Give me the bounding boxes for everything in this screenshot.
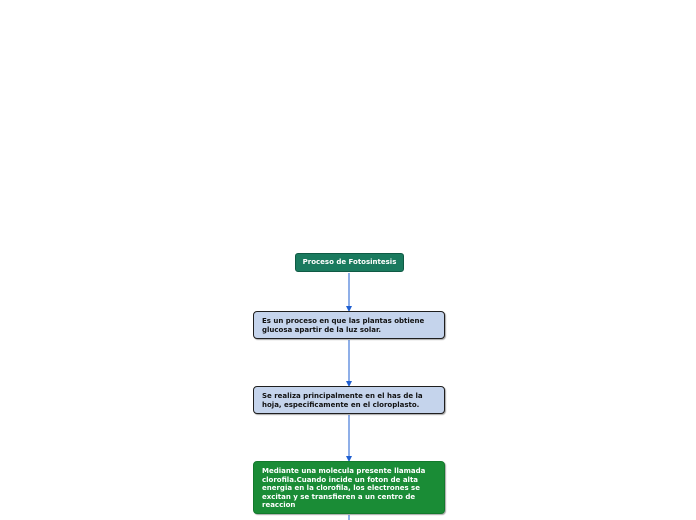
topic-node-location[interactable]: Se realiza principalmente en el has de la hoja, especificamente en el cloroplasto. xyxy=(253,386,445,414)
root-topic-node[interactable]: Proceso de Fotosintesis xyxy=(295,253,404,272)
topic-node-definition[interactable]: Es un proceso en que las plantas obtiene glucosa apartir de la luz solar. xyxy=(253,311,445,339)
topic-node-mechanism[interactable]: Mediante una molecula presente llamada clorofila.Cuando incide un foton de alta energia en la clorofila, los electrones se excitan y se transfieren a un centro de reaccion xyxy=(253,461,445,514)
